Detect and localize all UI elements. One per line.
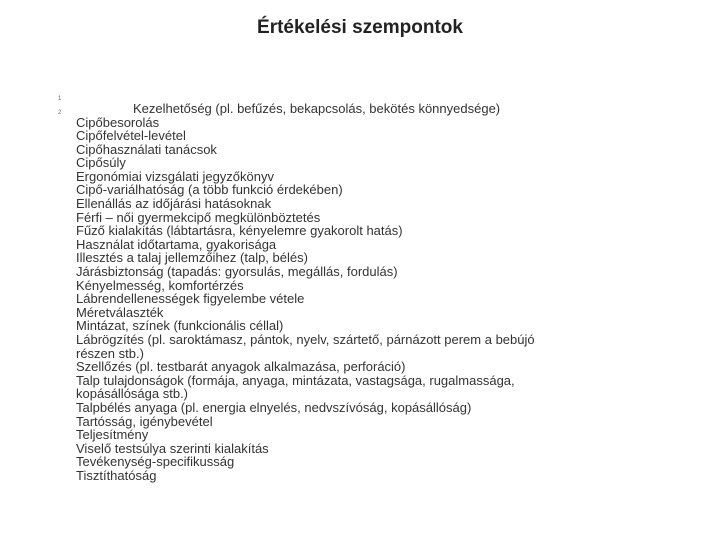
criteria-list <box>76 116 596 483</box>
list-item: Méretválaszték <box>76 304 164 320</box>
list-item: Cipőhasználati tanácsok <box>76 141 217 157</box>
list-item: Használat időtartama, gyakorisága <box>76 236 277 252</box>
list-item: Lábrögzítés (pl. saroktámasz, pántok, nyelv, szártető, párnázott perem a bebújó <box>76 332 535 347</box>
list-item: Cipő-variálhatóság (a több funkció érdekében) <box>76 182 343 198</box>
list-item: Szellőzés (pl. testbarát anyagok alkalmazása, perforáció) <box>76 359 406 375</box>
list-item: Fűző kialakítás (lábtartásra, kényelemre gyakorolt hatás) <box>76 223 403 239</box>
list-item: Férfi – női gyermekcipő megkülönböztetés <box>76 209 321 225</box>
list-item: Járásbiztonság (tapadás: gyorsulás, megállás, fordulás) <box>76 264 398 280</box>
list-item: Tartósság, igénybevétel <box>76 413 213 429</box>
list-item: Teljesítmény <box>76 427 149 443</box>
bullet-markers <box>58 92 61 120</box>
list-item: Tevékenység-specifikusság <box>76 454 235 470</box>
list-item: Ellenállás az időjárási hatásoknak <box>76 196 272 212</box>
list-item: Lábrendellenességek figyelembe vétele <box>76 291 305 307</box>
list-item: Talp tulajdonságok (formája, anyaga, mintázata, vastagsága, rugalmassága, <box>76 372 515 388</box>
list-item: Ergonómiai vizsgálati jegyzőkönyv <box>76 168 274 184</box>
bullet-marker: 1 <box>58 96 62 102</box>
list-item: Tisztíthatóság <box>76 467 157 483</box>
list-item: Illesztés a talaj jellemzőihez (talp, bélés) <box>76 250 308 266</box>
list-item: Talpbélés anyaga (pl. energia elnyelés, nedvszívóság, kopásállóság) <box>76 399 472 415</box>
list-item: Cipősúly <box>76 155 126 171</box>
list-item: kopásállósága stb.) <box>76 386 189 402</box>
list-item: Kényelmesség, komfortérzés <box>76 277 244 293</box>
slide-title: Értékelési szempontok <box>257 17 463 38</box>
list-item: Cipőfelvétel-levétel <box>76 128 186 144</box>
list-item: Cipőbesorolás <box>76 114 160 130</box>
list-item: részen stb.) <box>76 345 144 361</box>
list-item: Viselő testsúlya szerinti kialakítás <box>76 440 269 456</box>
bullet-marker: 2 <box>58 110 62 116</box>
list-item: Mintázat, színek (funkcionális céllal) <box>76 318 284 334</box>
criteria-item-first: Kezelhetőség (pl. befűzés, bekapcsolás, bekötés könnyedsége) <box>133 101 501 116</box>
